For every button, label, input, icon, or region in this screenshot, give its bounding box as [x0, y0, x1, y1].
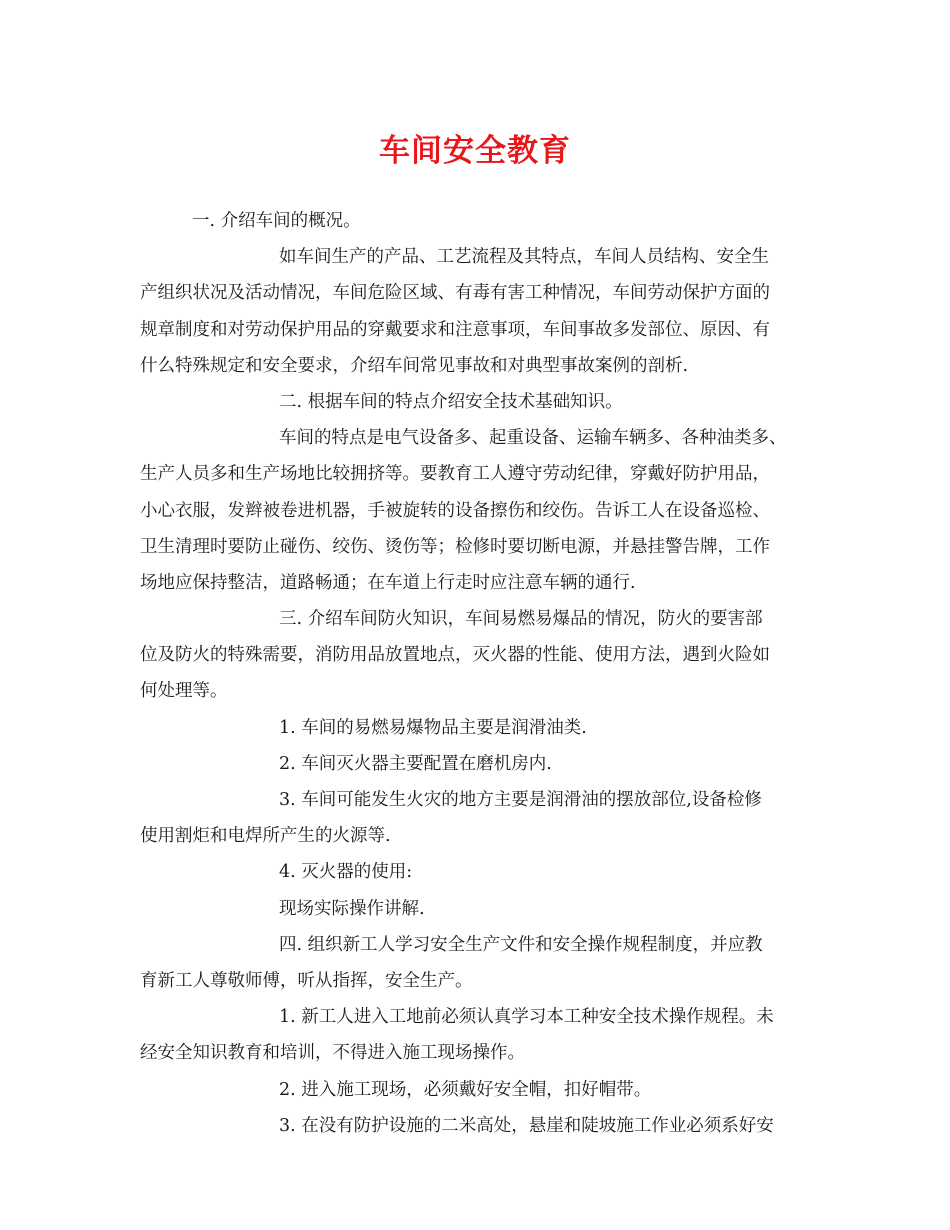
text-line: 育新工人尊敬师傅，听从指挥，安全生产。: [140, 970, 473, 991]
text-line: 1. 新工人进入工地前必须认真学习本工种安全技术操作规程。未: [279, 1007, 774, 1028]
text-line: 场地应保持整洁，道路畅通；在车道上行走时应注意车辆的通行.: [140, 572, 636, 593]
text-line: 二. 根据车间的特点介绍安全技术基础知识。: [279, 391, 623, 412]
text-line: 卫生清理时要防止碰伤、绞伤、烫伤等；检修时要切断电源，并悬挂警告牌，工作: [140, 536, 770, 557]
text-line: 2. 进入施工现场，必须戴好安全帽，扣好帽带。: [279, 1079, 652, 1100]
text-line: 3. 在没有防护设施的二米高处，悬崖和陡坡施工作业必须系好安: [279, 1115, 774, 1136]
text-line: 1. 车间的易燃易爆物品主要是润滑油类.: [279, 717, 587, 738]
text-line: 现场实际操作讲解.: [279, 898, 425, 919]
text-line: 3. 车间可能发生火灾的地方主要是润滑油的摆放部位,设备检修: [279, 790, 762, 810]
text-line: 4. 灭火器的使用:: [279, 862, 413, 883]
text-line: 生产人员多和生产场地比较拥挤等。要教育工人遵守劳动纪律，穿戴好防护用品，: [140, 464, 770, 485]
text-line: 车间的特点是电气设备多、起重设备、运输车辆多、各种油类多、: [279, 428, 787, 449]
text-line: 经安全知识教育和培训，不得进入施工现场操作。: [140, 1043, 525, 1064]
text-line: 产组织状况及活动情况，车间危险区域、有毒有害工种情况，车间劳动保护方面的: [140, 283, 770, 304]
document-title: 车间安全教育: [379, 133, 571, 169]
text-line: 如车间生产的产品、工艺流程及其特点，车间人员结构、安全生: [279, 247, 769, 268]
text-line: 规章制度和对劳动保护用品的穿戴要求和注意事项，车间事故多发部位、原因、有: [140, 319, 770, 340]
text-line: 何处理等。: [140, 681, 228, 702]
text-line: 三. 介绍车间防火知识，车间易燃易爆品的情况，防火的要害部: [279, 609, 763, 630]
text-line: 位及防火的特殊需要，消防用品放置地点，灭火器的性能、使用方法，遇到火险如: [140, 645, 770, 666]
text-line: 什么特殊规定和安全要求，介绍车间常见事故和对典型事故案例的剖析.: [140, 355, 689, 376]
text-line: 四. 组织新工人学习安全生产文件和安全操作规程制度，并应教: [279, 934, 763, 955]
text-line: 小心衣服，发辫被卷进机器，手被旋转的设备擦伤和绞伤。告诉工人在设备巡检、: [140, 500, 770, 521]
document-body: [140, 203, 815, 1144]
text-line: 使用割炬和电焊所产生的火源等.: [140, 826, 391, 847]
text-line: 一. 介绍车间的概况。: [192, 211, 361, 231]
text-line: 2. 车间灭火器主要配置在磨机房内.: [279, 753, 552, 774]
